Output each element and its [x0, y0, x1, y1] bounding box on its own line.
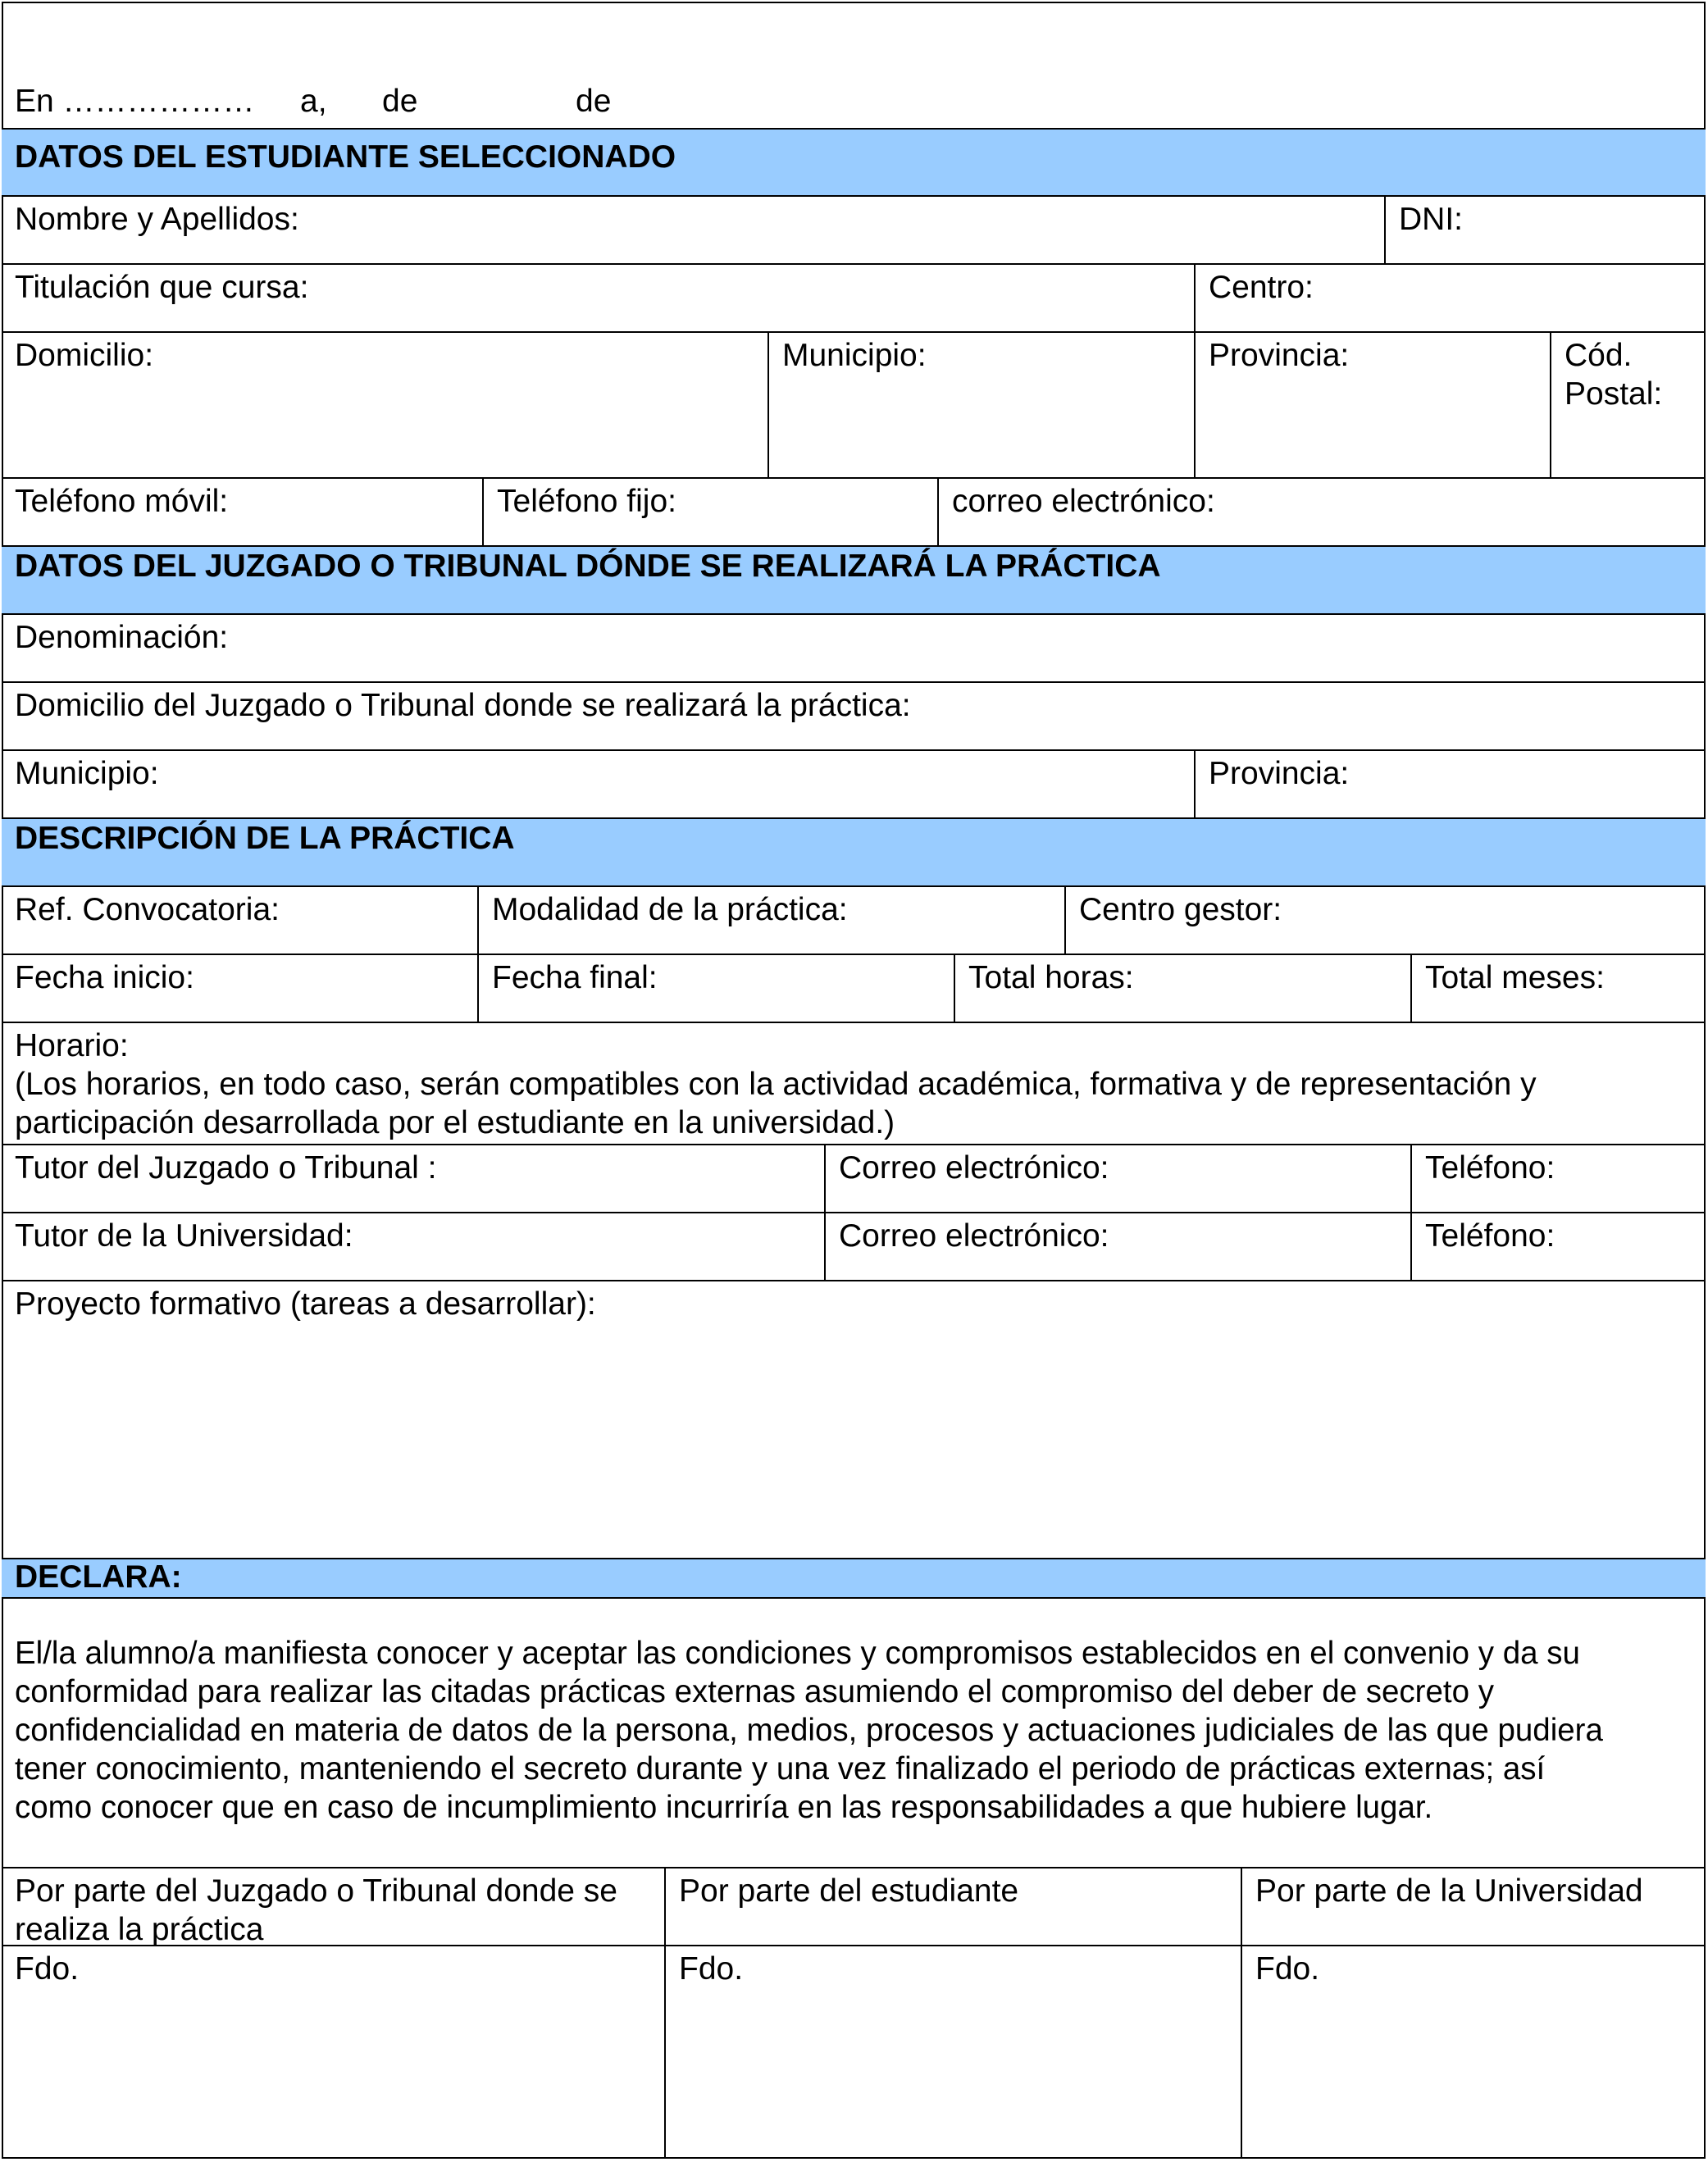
declara-body-row: [2, 1599, 1706, 1868]
tutor-universidad-field[interactable]: Tutor de la Universidad:: [15, 1218, 353, 1254]
student-row-address: [2, 333, 1706, 479]
practice-row-tutor-juzgado: [2, 1145, 1706, 1213]
total-meses-field[interactable]: Total meses:: [1410, 955, 1706, 1022]
dni-field[interactable]: DNI:: [1384, 197, 1706, 263]
signature-juzgado-box[interactable]: Fdo.: [15, 1951, 80, 1987]
titulacion-field[interactable]: Titulación que cursa:: [15, 270, 309, 305]
declara-text: [2, 1599, 1706, 1867]
court-row-domicilio: [2, 683, 1706, 751]
centro-field[interactable]: Centro:: [1194, 265, 1706, 331]
court-provincia-field[interactable]: Provincia:: [1194, 751, 1706, 817]
municipio-field[interactable]: Municipio:: [767, 333, 1194, 477]
signature-estudiante-header: Por parte del estudiante: [664, 1868, 1241, 1945]
declara-line-3: confidencialidad en materia de datos de la persona, medios, procesos y actuaciones judiciales de las que pudiera: [15, 1713, 1603, 1748]
date-de1-label: de: [382, 84, 418, 119]
student-row-name: [2, 197, 1706, 265]
cod-label: Cód.: [1565, 338, 1633, 373]
provincia-field[interactable]: Provincia:: [1194, 333, 1550, 477]
practice-row-horario: [2, 1023, 1706, 1145]
court-municipio-field[interactable]: Municipio:: [15, 756, 159, 791]
court-section-header: [2, 547, 1706, 615]
signature-universidad-header: Por parte de la Universidad: [1241, 1868, 1706, 1945]
declara-line-2: conformidad para realizar las citadas prácticas externas asumiendo el compromiso del deber de secreto y: [15, 1674, 1494, 1709]
court-section-title: DATOS DEL JUZGADO O TRIBUNAL DÓNDE SE REALIZARÁ LA PRÁCTICA: [15, 548, 1161, 584]
proyecto-formativo-field[interactable]: Proyecto formativo (tareas a desarrollar):: [15, 1286, 596, 1322]
declara-line-4: tener conocimiento, manteniendo el secreto durante y una vez finalizado el periodo de prácticas externas; así: [15, 1751, 1546, 1786]
practice-row-proyecto: [2, 1281, 1706, 1559]
horario-label: Horario:: [15, 1028, 129, 1063]
telefono-fijo-field[interactable]: Teléfono fijo:: [482, 479, 937, 545]
signature-juzgado-line-1: Por parte del Juzgado o Tribunal donde se: [15, 1873, 618, 1909]
name-field[interactable]: Nombre y Apellidos:: [15, 202, 299, 237]
court-row-municipio: [2, 751, 1706, 819]
student-section-header: [2, 130, 1706, 197]
student-row-titulacion: [2, 265, 1706, 333]
practice-row-tutor-universidad: [2, 1213, 1706, 1281]
tutor-juzgado-field[interactable]: Tutor del Juzgado o Tribunal :: [15, 1150, 437, 1186]
declara-line-1: El/la alumno/a manifiesta conocer y aceptar las condiciones y compromisos establecidos en el convenio y da su: [15, 1636, 1580, 1671]
declara-section-header: [2, 1559, 1706, 1599]
email-field[interactable]: correo electrónico:: [937, 479, 1706, 545]
date-a-label: a,: [300, 84, 327, 119]
horario-field[interactable]: [2, 1023, 1706, 1144]
centro-gestor-field[interactable]: Centro gestor:: [1064, 887, 1706, 954]
total-horas-field[interactable]: Total horas:: [954, 955, 1410, 1022]
date-line-row: [2, 2, 1706, 130]
signature-juzgado-line-2: realiza la práctica: [15, 1912, 264, 1947]
declara-line-5: como conocer que en caso de incumplimiento incurriría en las responsabilidades a que hubiere lugar.: [15, 1790, 1433, 1825]
signature-universidad-box[interactable]: Fdo.: [1241, 1946, 1706, 2159]
signature-header-row: [2, 1868, 1706, 1946]
denominacion-field[interactable]: Denominación:: [15, 620, 229, 655]
fecha-inicio-field[interactable]: Fecha inicio:: [15, 960, 194, 995]
date-de2-label: de: [576, 84, 612, 119]
tutor-universidad-telefono-field[interactable]: Teléfono:: [1410, 1213, 1706, 1280]
signature-estudiante-box[interactable]: Fdo.: [664, 1946, 1241, 2159]
telefono-movil-field[interactable]: Teléfono móvil:: [15, 484, 229, 519]
modalidad-field[interactable]: Modalidad de la práctica:: [477, 887, 1064, 954]
horario-note-line-1: (Los horarios, en todo caso, serán compatibles con la actividad académica, formativa y de representación y: [15, 1067, 1537, 1102]
horario-note-line-2: participación desarrollada por el estudiante en la universidad.): [15, 1105, 895, 1140]
practice-section-title: DESCRIPCIÓN DE LA PRÁCTICA: [15, 821, 515, 856]
signature-juzgado-header: [2, 1868, 664, 1945]
fecha-final-field[interactable]: Fecha final:: [477, 955, 954, 1022]
court-row-denominacion: [2, 615, 1706, 683]
declara-section-title: DECLARA:: [15, 1559, 182, 1595]
domicilio-field[interactable]: Domicilio:: [15, 338, 154, 373]
ref-convocatoria-field[interactable]: Ref. Convocatoria:: [15, 892, 280, 927]
court-domicilio-field[interactable]: Domicilio del Juzgado o Tribunal donde se realizará la práctica:: [15, 688, 911, 723]
postal-label: Postal:: [1565, 376, 1663, 412]
tutor-universidad-email-field[interactable]: Correo electrónico:: [824, 1213, 1410, 1280]
student-row-contact: [2, 479, 1706, 547]
student-section-title: DATOS DEL ESTUDIANTE SELECCIONADO: [15, 139, 676, 175]
practice-row-dates: [2, 955, 1706, 1023]
tutor-juzgado-telefono-field[interactable]: Teléfono:: [1410, 1145, 1706, 1212]
tutor-juzgado-email-field[interactable]: Correo electrónico:: [824, 1145, 1410, 1212]
practice-row-ref: [2, 887, 1706, 955]
practice-section-header: [2, 819, 1706, 887]
date-en-label: En ………………: [15, 84, 255, 119]
signature-box-row: [2, 1946, 1706, 2159]
codigo-postal-field[interactable]: [1550, 333, 1706, 477]
